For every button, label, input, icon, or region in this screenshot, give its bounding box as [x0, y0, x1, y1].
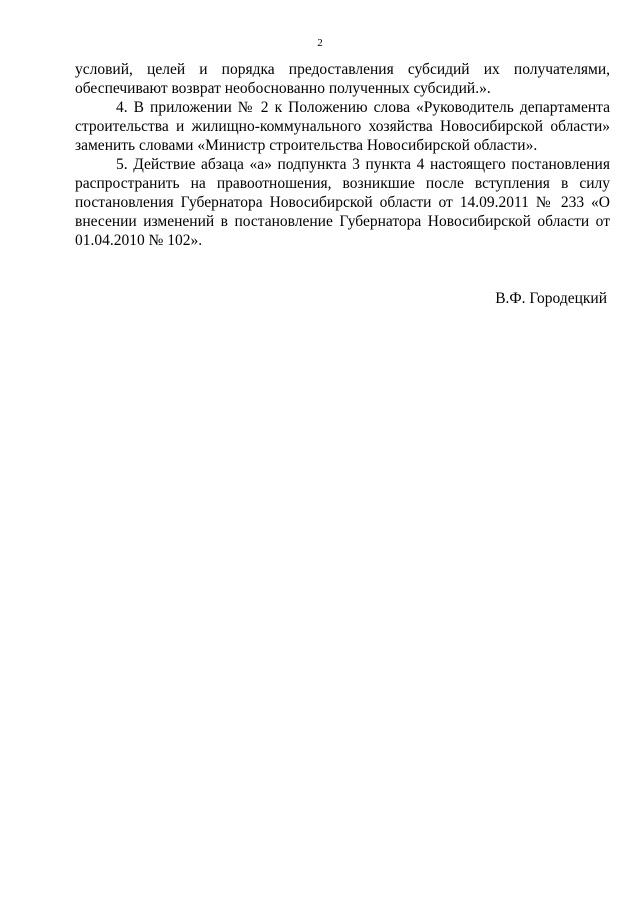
- signature-name: В.Ф. Городецкий: [495, 290, 607, 307]
- page-number: 2: [317, 37, 323, 49]
- document-body: [75, 60, 610, 250]
- paragraph-continuation: условий, целей и порядка предоставления субсидий их получателями, обеспечивают возврат необоснованно полученных субсидий.».: [75, 61, 610, 97]
- paragraph-item-5: 5. Действие абзаца «а» подпункта 3 пункта 4 настоящего постановления распространить на правоотношения, возникшие после вступления в силу постановления Губернатора Новосибирской области от 14.09.2011 № 233 «О внесении изменений в постановление Губернатора Новосибирской области от 01.04.2010 № 102».: [75, 156, 610, 249]
- paragraph-item-4: 4. В приложении № 2 к Положению слова «Руководитель департамента строительства и жилищно-коммунального хозяйства Новосибирской области» заменить словами «Министр строительства Новосибирской области».: [75, 99, 610, 154]
